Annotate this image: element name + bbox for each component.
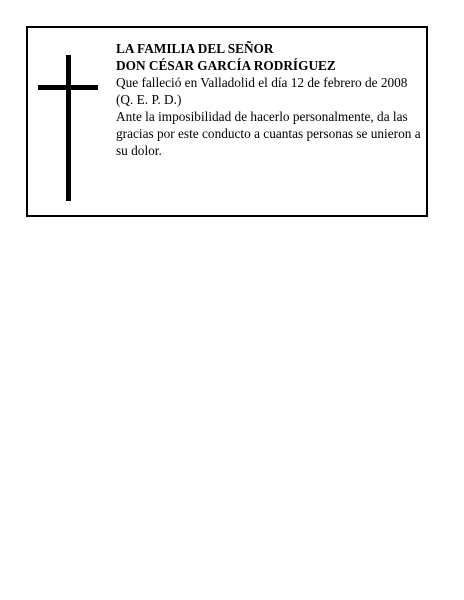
rip-abbreviation: (Q. E. P. D.) xyxy=(116,92,182,107)
notice-text xyxy=(116,40,422,159)
family-heading: LA FAMILIA DEL SEÑOR xyxy=(116,41,274,56)
thanks-message: Ante la imposibilidad de hacerlo personalmente, da las gracias por este conducto a cuantas personas se unieron a su dolor. xyxy=(116,109,421,158)
obituary-notice xyxy=(26,26,428,217)
death-details: Que falleció en Valladolid el día 12 de febrero de 2008 xyxy=(116,75,408,90)
cross-horizontal-bar xyxy=(38,85,98,90)
cross-icon xyxy=(38,55,98,201)
cross-vertical-bar xyxy=(66,55,71,201)
deceased-name: DON CÉSAR GARCÍA RODRÍGUEZ xyxy=(116,58,336,73)
